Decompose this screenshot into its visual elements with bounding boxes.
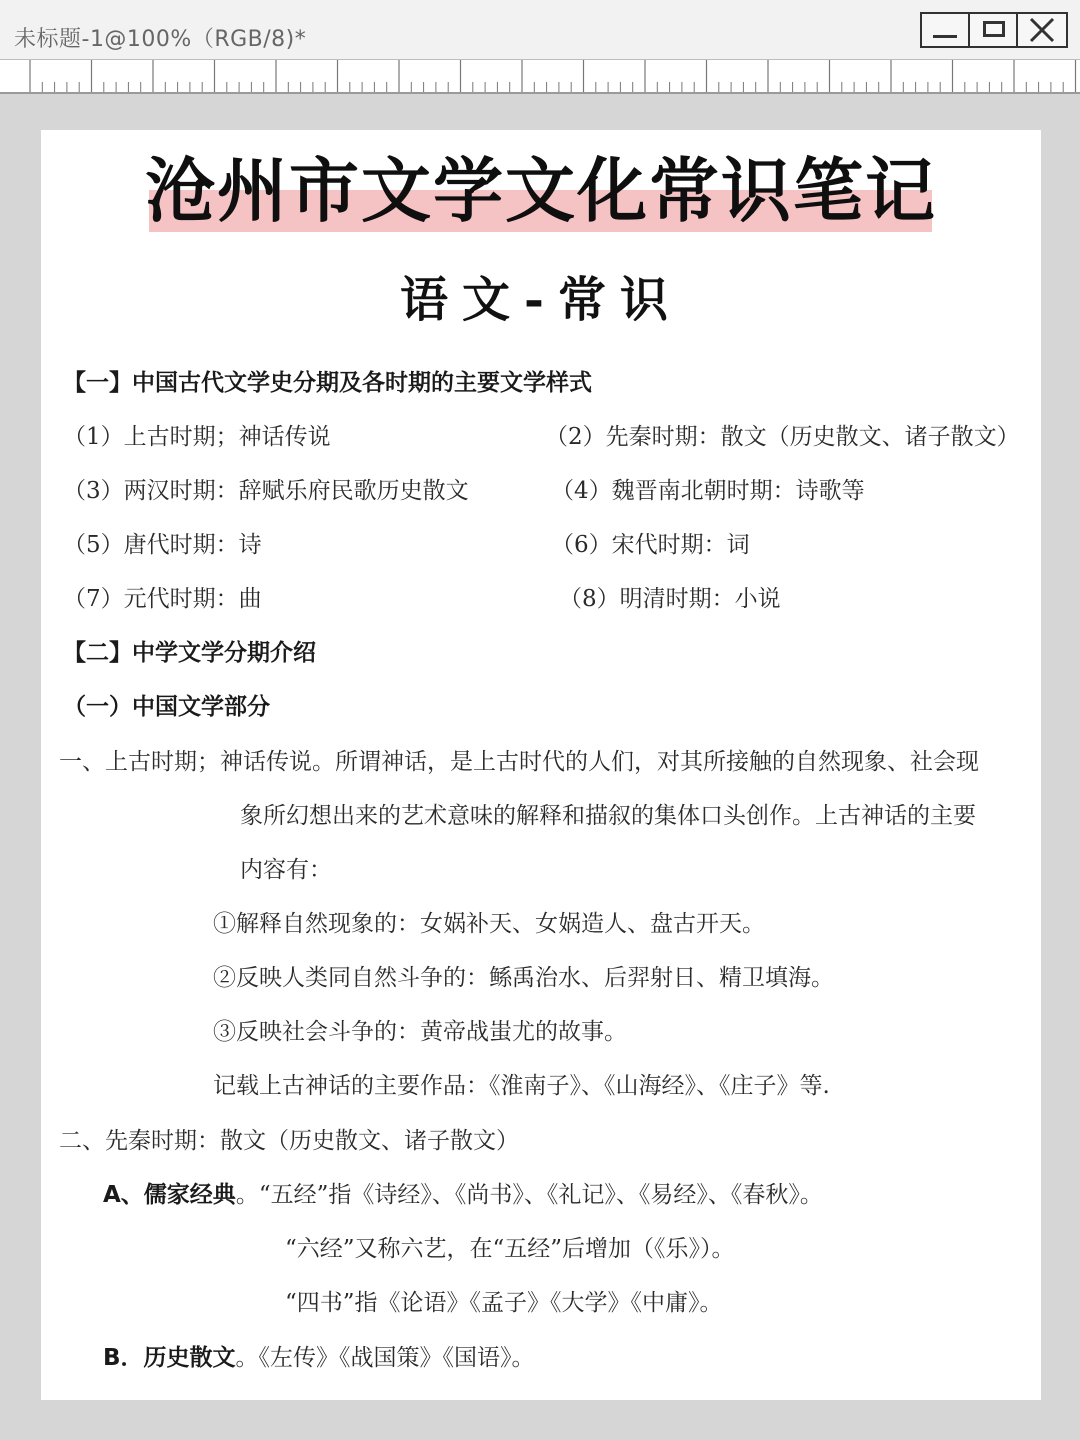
- minimize-icon: [933, 35, 957, 38]
- myth-item: ①解释自然现象的：女娲补天、女娲造人、盘古开天。: [213, 911, 765, 937]
- window-title: 未标题-1@100%（RGB/8)*: [14, 27, 307, 52]
- document-title-block: [41, 148, 1041, 248]
- confucian-classics-label: A、儒家经典: [103, 1182, 236, 1208]
- period-item: （7）元代时期：曲: [63, 586, 262, 612]
- section-2-heading: 【二】中学文学分期介绍: [63, 640, 316, 666]
- paragraph-line: 象所幻想出来的艺术意味的解释和描叙的集体口头创作。上古神话的主要: [240, 803, 976, 829]
- six-classics-line: “六经”又称六艺，在“五经”后增加（《乐》）。: [285, 1236, 735, 1262]
- document-canvas[interactable]: [41, 130, 1041, 1400]
- historical-prose-label: B．历史散文: [103, 1345, 236, 1371]
- period-item: （3）两汉时期：辞赋乐府民歌历史散文: [63, 478, 469, 504]
- document-subtitle: 语文-常识: [400, 272, 682, 328]
- confucian-classics-line: [103, 1180, 823, 1210]
- maximize-icon: [983, 21, 1005, 37]
- horizontal-ruler[interactable]: [0, 60, 1080, 94]
- period-item: （1）上古时期；神话传说: [63, 424, 331, 450]
- myth-item: ③反映社会斗争的：黄帝战蚩尤的故事。: [213, 1019, 627, 1045]
- maximize-button[interactable]: [970, 14, 1018, 46]
- section-1-heading: 【一】中国古代文学史分期及各时期的主要文学样式: [63, 370, 592, 396]
- document-title: 沧州市文学文化常识笔记: [145, 149, 937, 232]
- ruler-ticks: [0, 60, 1080, 94]
- window-titlebar: [0, 0, 1080, 60]
- historical-prose-line: [103, 1343, 535, 1373]
- minimize-button[interactable]: [922, 14, 970, 46]
- period-item: （6）宋代时期：词: [551, 532, 750, 558]
- period-item: （5）唐代时期：诗: [63, 532, 262, 558]
- confucian-classics-text: 。“五经”指《诗经》、《尚书》、《礼记》、《易经》、《春秋》。: [235, 1182, 823, 1208]
- four-books-line: “四书”指《论语》《孟子》《大学》《中庸》。: [285, 1290, 723, 1316]
- section-2-subheading: （一）中国文学部分: [63, 694, 270, 720]
- myth-item: ②反映人类同自然斗争的：鲧禹治水、后羿射日、精卫填海。: [213, 965, 834, 991]
- close-button[interactable]: [1018, 14, 1066, 46]
- window-controls: [920, 12, 1068, 48]
- period-item: （4）魏晋南北朝时期：诗歌等: [551, 478, 865, 504]
- myth-works: 记载上古神话的主要作品：《淮南子》、《山海经》、《庄子》等.: [213, 1073, 830, 1099]
- period-item: （8）明清时期：小说: [559, 586, 781, 612]
- paragraph-line: 二、先秦时期：散文（历史散文、诸子散文）: [59, 1128, 519, 1154]
- close-icon: [1028, 16, 1056, 44]
- paragraph-line: 一、上古时期；神话传说。所谓神话，是上古时代的人们，对其所接触的自然现象、社会现: [59, 749, 979, 775]
- period-item: （2）先秦时期：散文（历史散文、诸子散文）: [545, 424, 1020, 450]
- historical-prose-text: 。《左传》《战国策》《国语》。: [235, 1345, 535, 1371]
- paragraph-line: 内容有：: [240, 857, 332, 883]
